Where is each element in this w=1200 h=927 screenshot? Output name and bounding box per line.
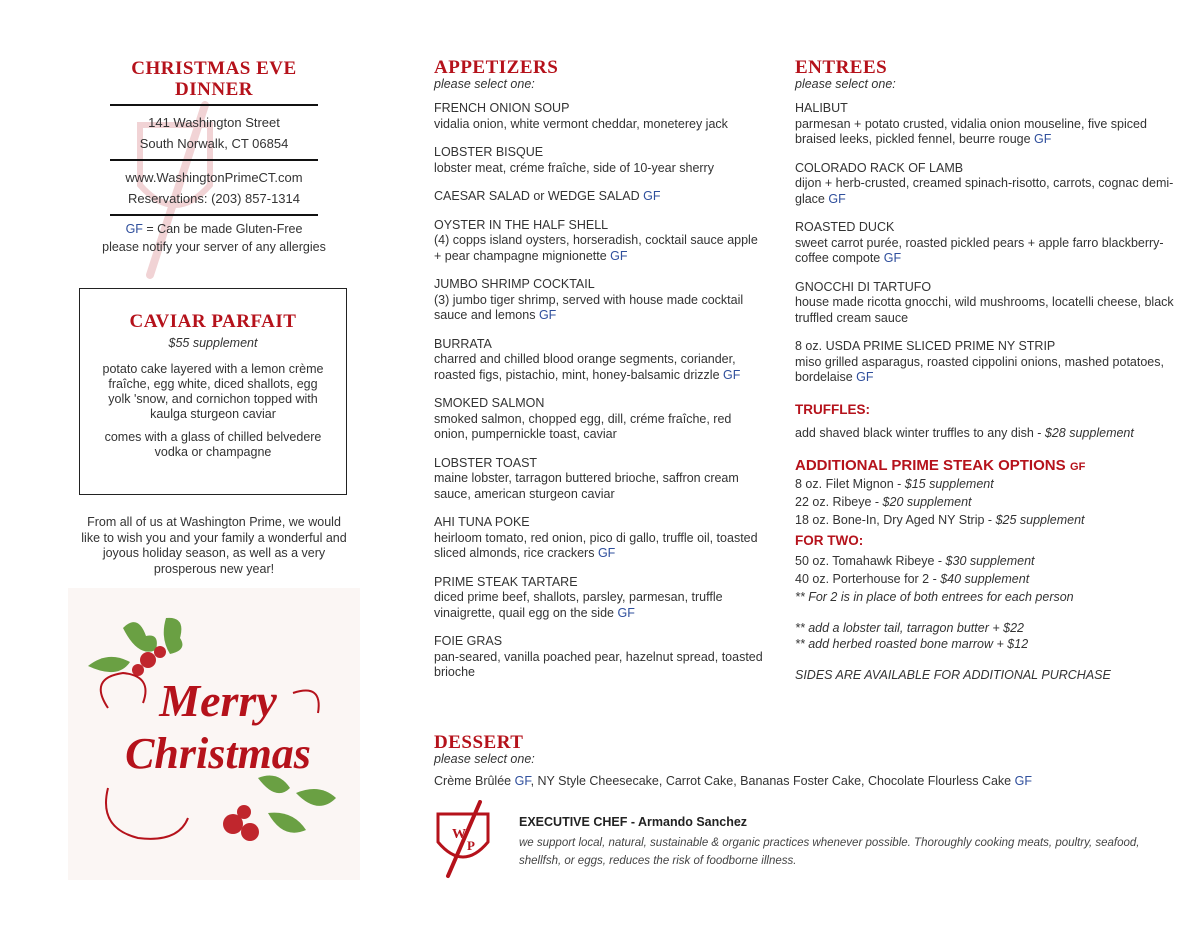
appetizer-item-name: OYSTER IN THE HALF SHELL [434,217,609,232]
appetizer-item-name: FOIE GRAS [434,634,503,648]
chef-note: we support local, natural, sustainable & organic practices whenever possible. Thoroughly cooking meats, poultry, seafood, shellfsh, or eggs, reduces the risk of foodborne illness. [519,837,1140,867]
gf-tag: GF [723,367,741,382]
appetizer-item-name: SMOKED SALMON [434,396,545,410]
entree-item [795,220,1175,267]
entree-item-desc [795,176,1175,207]
entree-item [795,280,1175,327]
for-two-option [795,552,1175,570]
dessert-section [434,733,1154,790]
steak-option [795,475,1175,493]
appetizer-item-name: PRIME STEAK TARTARE [434,574,578,589]
entree-item-name: HALIBUT [795,101,848,115]
appetizer-item-name-text: CAESAR SALAD or WEDGE SALAD [434,189,640,203]
appetizers-title: APPETIZERS [434,57,559,78]
logo-letter-w: W [452,827,466,842]
appetizer-item [434,145,764,176]
gf-tag: GF [597,546,616,560]
address-street: 141 Washington Street [148,115,280,130]
appetizer-item [434,101,764,132]
caviar-pairing: comes with a glass of chilled belvedere vodka or champagne [104,430,322,459]
sides-note: SIDES ARE AVAILABLE FOR ADDITIONAL PURCHASE [795,667,1111,682]
for-two-option-name: 50 oz. Tomahawk Ribeye - [795,553,946,568]
steak-option-price: $15 supplement [904,476,994,491]
entree-item-desc-text: sweet carrot purée, roasted pickled pears + apple farro blackberry-coffee compote [795,235,1164,265]
gf-tag: GF [617,605,635,620]
entree-item-desc-text: parmesan + potato crusted, vidalia onion mouseline, five spiced braised leeks, pickled fennel, beurre rouge [795,116,1147,146]
appetizer-item-name: JUMBO SHRIMP COCKTAIL [434,277,595,291]
appetizer-item-name [434,189,764,205]
steak-options-gf: GF [1070,460,1086,473]
gf-note-text: = Can be made Gluten-Free [142,222,303,236]
entree-item-desc-text: dijon + herb-crusted, creamed spinach-risotto, carrots, cognac demi-glace [795,176,1174,206]
appetizer-item-name: AHI TUNA POKE [434,515,530,529]
steak-option-name: 22 oz. Ribeye - [795,494,883,509]
entree-item [795,339,1175,386]
entree-item-desc [795,295,1175,326]
appetizer-item [434,515,764,562]
dessert-title: DESSERT [434,732,524,753]
entree-item-name: GNOCCHI DI TARTUFO [795,279,932,294]
allergy-note: please notify your server of any allergies [102,240,326,254]
appetizers-section [434,58,764,681]
merry-christmas-graphic [68,588,360,880]
entree-item-desc-text: house made ricotta gnocchi, wild mushrooms, locatelli cheese, black truffled cream sauce [795,295,1174,325]
appetizer-item-desc [434,293,764,324]
appetizer-list [434,101,764,681]
truffles-price: $28 supplement [1044,425,1134,440]
appetizer-item-desc [434,590,764,621]
appetizer-item-desc-text: (3) jumbo tiger shrimp, served with house made cocktail sauce and lemons [434,292,744,322]
chef-title: EXECUTIVE CHEF - Armando Sanchez [519,815,748,829]
entree-item-desc [795,355,1175,386]
divider [110,214,318,216]
for-two-option-price: $40 supplement [940,571,1030,586]
entrees-section [795,58,1175,684]
gf-tag: GF [610,248,628,263]
appetizer-item [434,396,764,443]
for-two-option-price: $30 supplement [945,553,1035,568]
addon-item: ** add herbed roasted bone marrow + $12 [795,636,1029,651]
appetizer-item-desc-text: smoked salmon, chopped egg, dill, créme fraîche, red onion, pumpernickle toast, caviar [434,411,732,441]
appetizer-item-desc [434,352,764,383]
appetizer-item-desc-text: lobster meat, créme fraîche, side of 10-year sherry [434,160,714,175]
chef-info [519,815,1159,870]
truffles-line [795,424,1175,442]
for-two-list [795,552,1175,588]
wp-crest-logo [434,800,492,880]
for-two-title: FOR TWO: [795,532,864,548]
gf-tag: GF [883,251,902,265]
appetizer-item [434,456,764,503]
dessert-rest-gf: GF [1014,774,1032,788]
entree-item-name: COLORADO RACK OF LAMB [795,160,964,175]
caviar-description: potato cake layered with a lemon crème fraîche, egg white, diced shallots, egg yolk 'snow, and cornichon topped with kaulga sturgeon caviar [102,362,324,421]
entree-item-name: ROASTED DUCK [795,220,895,234]
steak-option-name: 8 oz. Filet Mignon - [795,476,905,491]
steak-option-price: $20 supplement [882,494,972,509]
entrees-title: ENTREES [795,57,888,78]
caviar-parfait-box [79,288,347,495]
appetizer-item [434,337,764,384]
logo-letter-p: P [467,838,475,853]
gluten-free-legend [80,220,348,256]
for-two-note: ** For 2 is in place of both entrees for each person [795,589,1074,604]
caviar-price: $55 supplement [168,336,258,350]
steak-option-list [795,475,1175,529]
truffles-title: TRUFFLES: [795,401,870,417]
gf-abbrev: GF [125,222,143,236]
entree-item-name: 8 oz. USDA PRIME SLICED PRIME NY STRIP [795,339,1056,353]
entree-item [795,101,1175,148]
appetizer-item-name: LOBSTER BISQUE [434,145,544,159]
steak-option-price: $25 supplement [995,512,1085,527]
for-two-option-name: 40 oz. Porterhouse for 2 - [795,571,941,586]
gf-tag: GF [856,370,874,384]
steak-option [795,493,1175,511]
appetizer-item-desc [434,161,764,177]
appetizer-item-name: BURRATA [434,336,492,351]
entrees-subtitle: please select one: [795,77,896,91]
appetizer-item-desc [434,650,764,681]
steak-option-name: 18 oz. Bone-In, Dry Aged NY Strip - [795,512,996,527]
reservations-phone[interactable]: Reservations: (203) 857-1314 [128,191,300,206]
appetizers-subtitle: please select one: [434,77,535,91]
dessert-first-gf: GF [514,774,531,788]
holiday-wishes: From all of us at Washington Prime, we would like to wish you and your family a wonderful and joyous holiday season, as well as a very prosperous new year! [81,515,347,576]
appetizer-item-desc [434,117,764,133]
appetizer-item-desc-text: heirloom tomato, red onion, pico di gallo, truffle oil, toasted sliced almonds, rice crackers [434,530,758,560]
appetizer-item-name: LOBSTER TOAST [434,455,538,470]
appetizer-item-desc-text: (4) copps island oysters, horseradish, cocktail sauce apple + pear champagne mignionette [434,233,758,263]
address-city: South Norwalk, CT 06854 [139,136,289,151]
greeting-christmas: Christmas [125,729,311,778]
appetizer-item-desc [434,531,764,562]
appetizer-item [434,575,764,622]
caviar-title: CAVIAR PARFAIT [129,311,297,332]
gf-tag: GF [643,189,661,203]
holly-illustration [68,588,360,880]
appetizer-item [434,277,764,324]
greeting-merry: Merry [159,675,277,726]
entree-item-desc-text: miso grilled asparagus, roasted cippolini onions, mashed potatoes, bordelaise [795,354,1164,384]
event-title-line2: DINNER [175,79,253,100]
website-link[interactable]: www.WashingtonPrimeCT.com [125,170,303,185]
entree-item-desc [795,236,1175,267]
address-block [80,106,348,159]
appetizer-item-desc-text: maine lobster, tarragon buttered brioche, saffron cream sauce, american sturgeon caviar [434,471,739,501]
dessert-subtitle: please select one: [434,752,535,766]
event-title-line1: CHRISTMAS EVE [131,58,297,79]
appetizer-item [434,189,764,205]
appetizer-item-desc [434,233,764,264]
appetizer-item-desc [434,412,764,443]
appetizer-item-desc-text: vidalia onion, white vermont cheddar, moneterey jack [434,116,728,131]
entree-item [795,161,1175,208]
gf-tag: GF [1034,132,1052,146]
contact-block [80,161,348,214]
gf-tag: GF [828,191,846,206]
gf-tag: GF [538,308,557,322]
entree-item-desc [795,117,1175,148]
appetizer-item-name: FRENCH ONION SOUP [434,101,570,115]
appetizer-item-desc-text: pan-seared, vanilla poached pear, hazelnut spread, toasted brioche [434,649,763,679]
for-two-option [795,570,1175,588]
steak-option [795,511,1175,529]
steak-options-header [795,457,1175,475]
appetizer-item [434,634,764,681]
steak-options-title: ADDITIONAL PRIME STEAK OPTIONS [795,456,1066,474]
dessert-rest: , NY Style Cheesecake, Carrot Cake, Bananas Foster Cake, Chocolate Flourless Cake [530,774,1015,788]
addon-item: ** add a lobster tail, tarragon butter + $22 [795,620,1024,635]
appetizer-item-desc-text: charred and chilled blood orange segments, coriander, roasted figs, pistachio, mint, honey-balsamic drizzle [434,352,736,382]
appetizer-item [434,218,764,265]
addon-list [795,620,1175,652]
dessert-options [434,772,1154,790]
appetizer-item-desc-text: diced prime beef, shallots, parsley, parmesan, truffle vinaigrette, quail egg on the side [434,590,723,620]
dessert-first: Crème Brûlée [434,774,515,788]
event-title [80,58,348,100]
event-info-panel [80,58,348,256]
truffles-text: add shaved black winter truffles to any dish - [795,425,1045,440]
entree-list [795,101,1175,386]
appetizer-item-desc [434,471,764,502]
